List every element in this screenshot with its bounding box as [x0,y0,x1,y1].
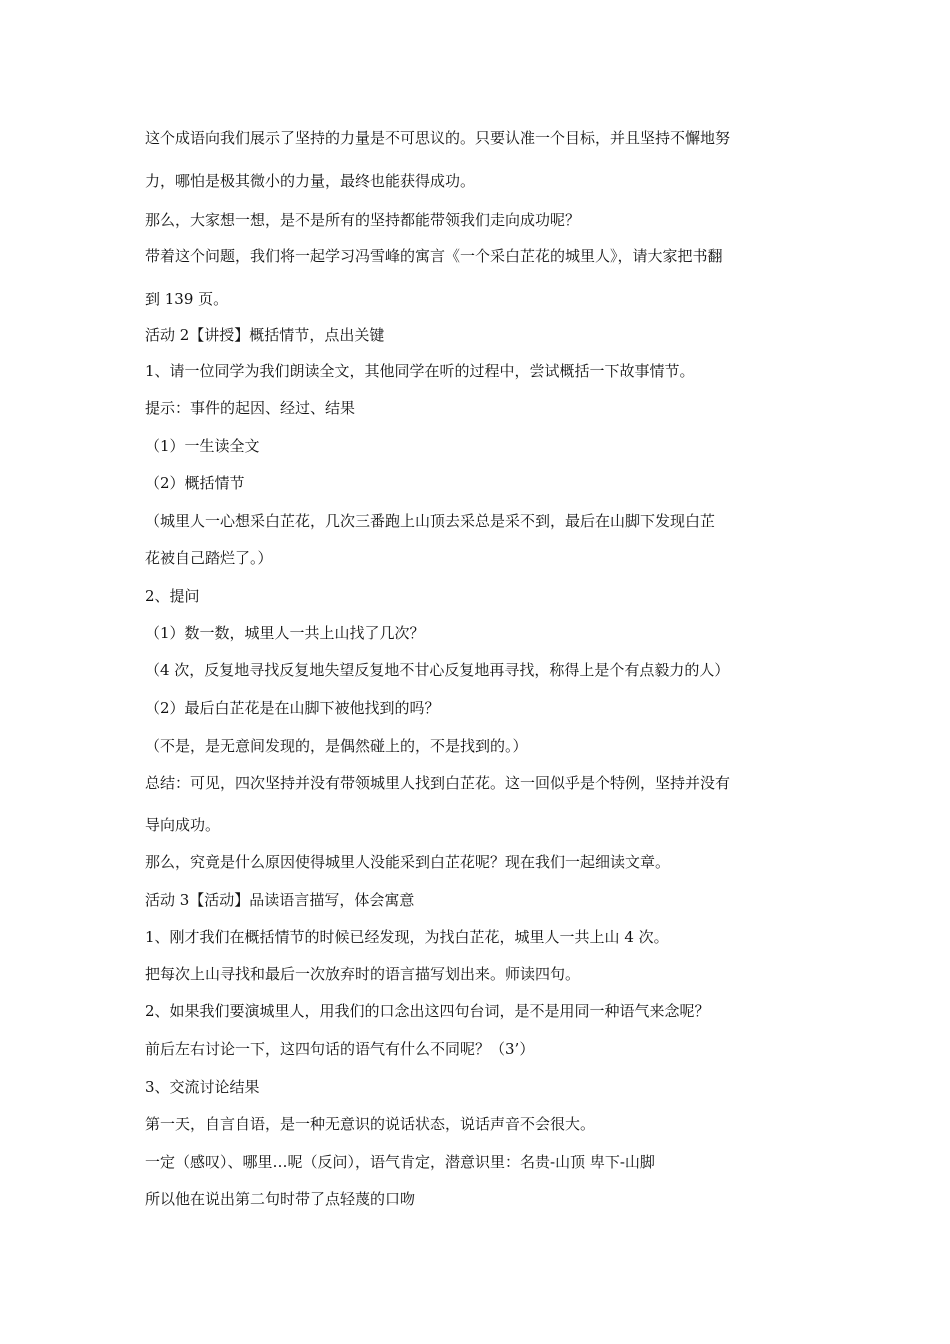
text-line: （城里人一心想采白芷花，几次三番跑上山顶去采总是采不到，最后在山脚下发现白芷 [145,512,716,530]
text-line: 那么，究竟是什么原因使得城里人没能采到白芷花呢？现在我们一起细读文章。 [145,853,671,871]
text-line: （4 次，反复地寻找反复地失望反复地不甘心反复地再寻找，称得上是个有点毅力的人） [145,661,730,679]
text-line: 带着这个问题，我们将一起学习冯雪峰的寓言《一个采白芷花的城里人》，请大家把书翻 [145,247,723,265]
text-line: （1）一生读全文 [145,437,260,455]
text-line: 前后左右讨论一下，这四句话的语气有什么不同呢？（3’） [145,1040,535,1058]
text-line: 总结：可见，四次坚持并没有带领城里人找到白芷花。这一回似乎是个特例，坚持并没有 [145,774,731,792]
text-line: （2）概括情节 [145,474,245,492]
text-line: 一定（感叹）、哪里…呢（反问），语气肯定，潜意识里：名贵-山顶 卑下-山脚 [145,1153,655,1171]
text-line: 力，哪怕是极其微小的力量，最终也能获得成功。 [145,172,476,190]
text-line: 3、交流讨论结果 [145,1078,260,1096]
text-line: 2、提问 [145,587,200,605]
text-line: 花被自己踏烂了。） [145,549,273,567]
text-line: （不是，是无意间发现的，是偶然碰上的，不是找到的。） [145,737,528,755]
text-line: 把每次上山寻找和最后一次放弃时的语言描写划出来。师读四句。 [145,965,581,983]
text-line: 1、请一位同学为我们朗读全文，其他同学在听的过程中，尝试概括一下故事情节。 [145,362,695,380]
text-line: 提示：事件的起因、经过、结果 [145,399,356,417]
text-line: 所以他在说出第二句时带了点轻蔑的口吻 [145,1190,416,1208]
text-line: 第一天，自言自语，是一种无意识的说话状态，说话声音不会很大。 [145,1115,596,1133]
section-heading: 活动 2【讲授】概括情节，点出关键 [145,326,385,344]
section-heading: 活动 3【活动】品读语言描写，体会寓意 [145,891,415,909]
text-line: 到 139 页。 [145,290,229,308]
text-line: （2）最后白芷花是在山脚下被他找到的吗？ [145,699,440,717]
text-line: 1、刚才我们在概括情节的时候已经发现，为找白芷花，城里人一共上山 4 次。 [145,928,669,946]
text-line: 导向成功。 [145,816,221,834]
text-line: 2、如果我们要演城里人，用我们的口念出这四句台词，是不是用同一种语气来念呢？ [145,1002,710,1020]
text-line: 那么，大家想一想，是不是所有的坚持都能带领我们走向成功呢？ [145,211,581,229]
text-line: 这个成语向我们展示了坚持的力量是不可思议的。只要认准一个目标，并且坚持不懈地努 [145,129,731,147]
text-line: （1）数一数，城里人一共上山找了几次？ [145,624,425,642]
